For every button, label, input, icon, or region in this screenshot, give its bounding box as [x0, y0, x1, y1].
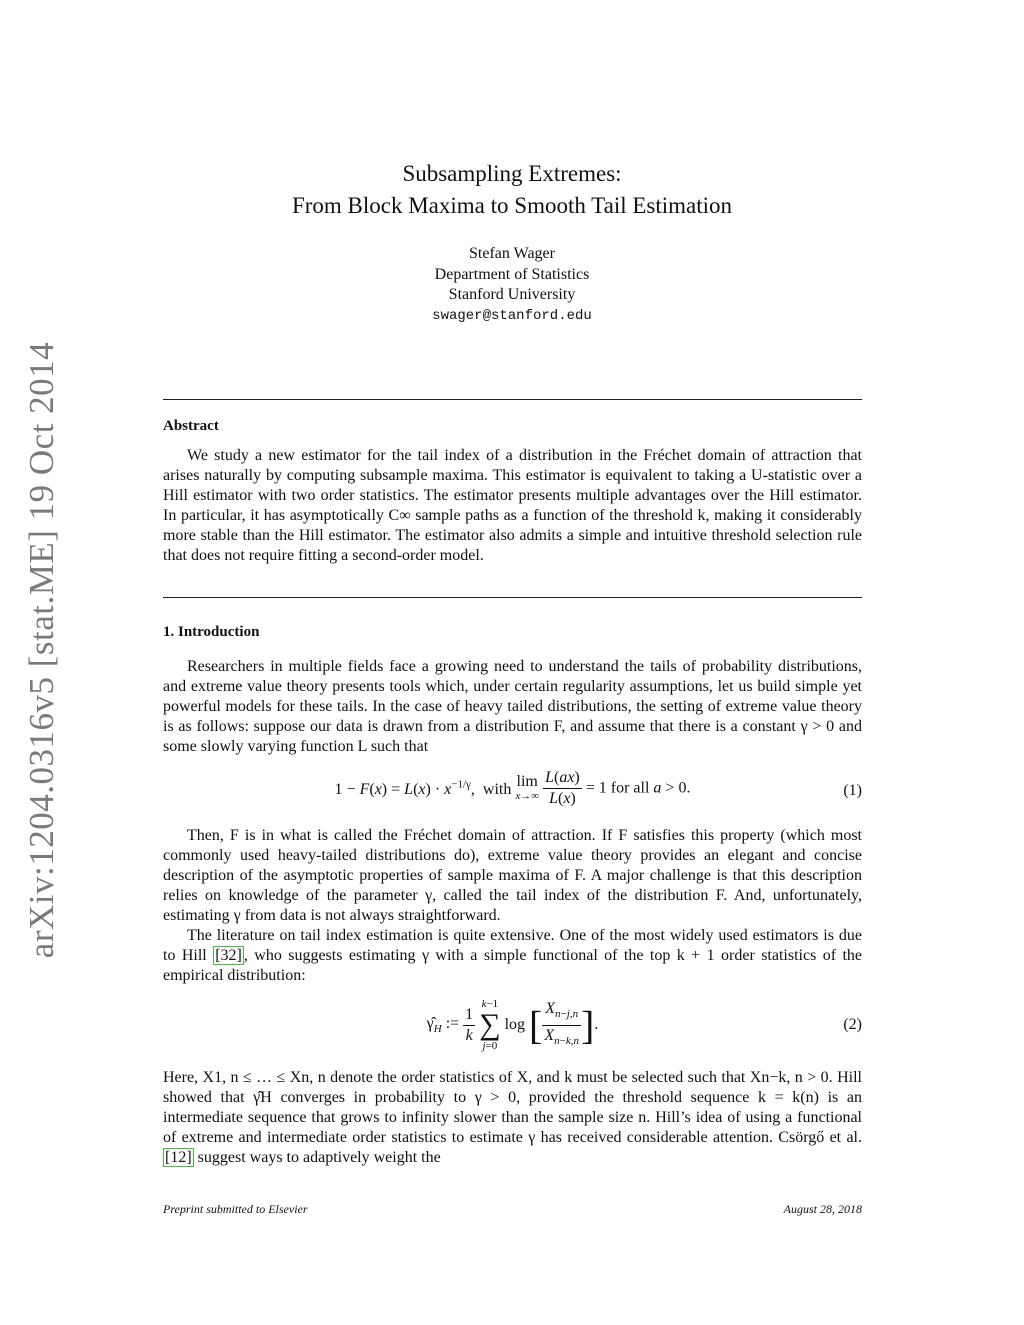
abstract-bottom-rule	[163, 597, 862, 598]
author-block	[0, 244, 1024, 326]
intro-paragraph-4-text-a: Here, X1, n ≤ … ≤ Xn, n denote the order statistics of X, and k must be selected such that Xn−k, n > 0. Hill showed that γ̂H converges in probability to γ > 0, provided the threshold sequence k = k(n) is an intermediate sequence that grows to infinity slower than the sample size n. Hill’s idea of using a functional of extreme and intermediate order statistics to estimate γ has received considerable attention. Csörgő et al.	[163, 1069, 862, 1146]
title-line-1: Subsampling Extremes:	[402, 161, 622, 186]
abstract-body	[163, 446, 862, 566]
intro-paragraph-4-text-b: suggest ways to adaptively weight the	[193, 1149, 441, 1166]
author-email: swager@stanford.edu	[432, 307, 592, 324]
citation-hill[interactable]: [32]	[215, 947, 242, 964]
intro-paragraph-1-text: Researchers in multiple fields face a growing need to understand the tails of probability distributions, and extreme value theory presents tools which, under certain regularity assumptions, let us build simple yet powerful models for these tails. In the case of heavy tailed distributions, the setting of extreme value theory is as follows: suppose our data is drawn from a distribution F, and assume that there is a constant γ > 0 and some slowly varying function L such that	[163, 658, 862, 755]
abstract-heading: Abstract	[163, 418, 219, 434]
equation-1	[163, 768, 862, 814]
arxiv-side-stamp	[12, 341, 72, 959]
intro-paragraph-3-text-a: The literature on tail index estimation is quite extensive. One of the most widely used estimators is due to Hill	[163, 927, 862, 964]
arxiv-identifier: arXiv:1204.0316v5 [stat.ME] 19 Oct 2014	[22, 341, 61, 959]
author-department: Department of Statistics	[434, 265, 590, 283]
intro-paragraph-3-text-b: , who suggests estimating γ with a simple functional of the top k + 1 order statistics of the empirical distribution:	[163, 947, 863, 984]
paper-title	[0, 158, 1024, 222]
citation-csorgo[interactable]: [12]	[165, 1149, 192, 1166]
section-heading-introduction: 1. Introduction	[163, 624, 260, 640]
equation-2-formula: $\gammâ_H$ := $\frac{1}{k}$ k−1 ∑ j=0 log [ $\frac{X_{n-j,n}}{X_{n-k,n}}$ ].	[426, 998, 599, 1052]
abstract-top-rule	[163, 399, 862, 400]
footer-date: August 28, 2018	[783, 1202, 862, 1216]
intro-paragraph-4	[163, 1068, 862, 1168]
equation-1-formula: $1 - F(x) = L(x) \cdot x^{-1/\gamma}$, with lim x→∞ $\frac{L(ax)}{L(x)}$ = 1 for all a > 0.	[334, 769, 691, 807]
author-name: Stefan Wager	[469, 245, 555, 262]
intro-paragraph-2-text: Then, F is in what is called the Fréchet domain of attraction. If F satisfies this property (which most commonly used heavy-tailed distributions do), extreme value theory provides an elegant and concise description of the asymptotic properties of sample maxima of F. A major challenge is that this description relies on knowledge of the parameter γ, called the tail index of the distribution F. And, unfortunately, estimating γ from data is not always straightforward.	[163, 827, 862, 924]
footer-preprint-note: Preprint submitted to Elsevier	[163, 1202, 308, 1216]
equation-1-number: (1)	[843, 782, 862, 799]
equation-2-number: (2)	[843, 1016, 862, 1033]
author-university: Stanford University	[448, 286, 576, 303]
intro-paragraph-2	[163, 826, 862, 926]
abstract-text: We study a new estimator for the tail index of a distribution in the Fréchet domain of attraction that arises naturally by computing subsample maxima. This estimator is equivalent to taking a U-statistic over a Hill estimator with two order statistics. The estimator presents multiple advantages over the Hill estimator. In particular, it has asymptotically C∞ sample paths as a function of the threshold k, making it considerably more stable than the Hill estimator. The estimator also admits a simple and intuitive threshold selection rule that does not require fitting a second-order model.	[163, 447, 862, 564]
title-line-2: From Block Maxima to Smooth Tail Estimation	[291, 193, 733, 218]
intro-paragraph-3	[163, 926, 862, 986]
equation-2	[163, 998, 862, 1058]
intro-paragraph-1	[163, 657, 862, 757]
